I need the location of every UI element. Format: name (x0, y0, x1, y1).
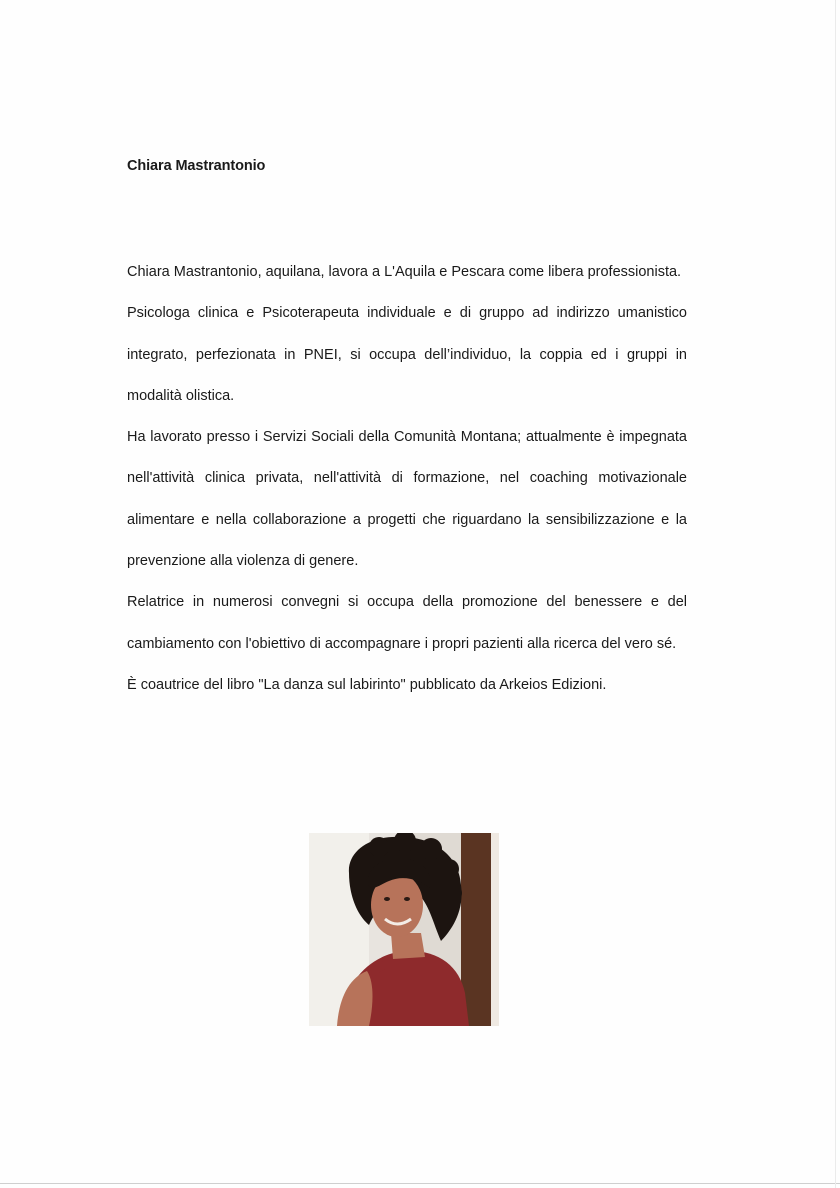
document-body (127, 252, 687, 706)
photo-door-edge (491, 833, 499, 1026)
scan-mark-right (835, 0, 836, 1188)
scan-mark-bottom (0, 1183, 840, 1184)
paragraph-book: È coautrice del libro "La danza sul labirinto" pubblicato da Arkeios Edizioni. (127, 676, 607, 693)
paragraph-experience: Ha lavorato presso i Servizi Sociali della Comunità Montana; attualmente è impegnata nell'attività clinica privata, nell'attività di formazione, nel coaching motivazionale alimentare e nella collaborazione a progetti che riguardano la sensibilizzazione e la prevenzione alla violenza di genere. (127, 429, 687, 570)
document-title: Chiara Mastrantonio (127, 158, 266, 174)
photo-door (461, 833, 491, 1026)
paragraph-speaker: Relatrice in numerosi convegni si occupa della promozione del benessere e del cambiamento con l'obiettivo di accompagnare i propri pazienti alla ricerca del vero sé. (127, 594, 687, 652)
paragraph-intro: Chiara Mastrantonio, aquilana, lavora a L'Aquila e Pescara come libera professionista. (127, 264, 682, 280)
paragraph-profession: Psicologa clinica e Psicoterapeuta individuale e di gruppo ad indirizzo umanistico integrato, perfezionata in PNEI, si occupa dell’individuo, la coppia ed i gruppi in modalità olistica. (127, 305, 687, 404)
portrait-photo (309, 833, 499, 1026)
